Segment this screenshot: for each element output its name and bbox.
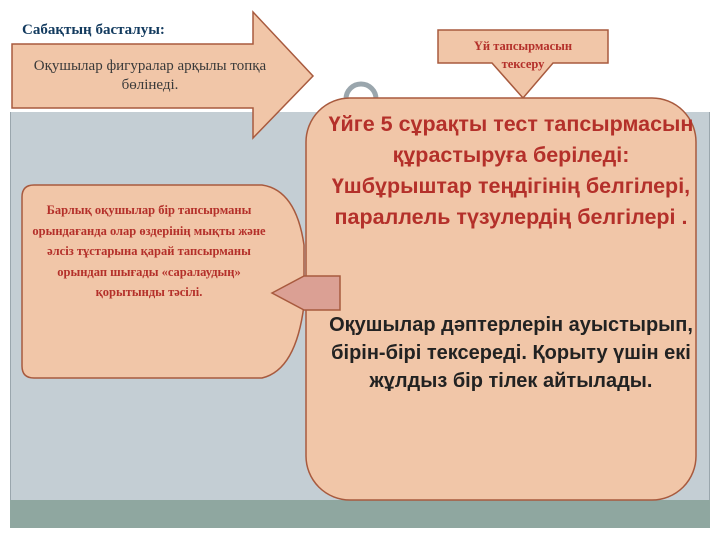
differentiation-description: Барлық оқушылар бір тапсырманы орындағанда олар өздерінің мықты және әлсіз тұстарына қарай тапсырманы орындап шығады «саралаудың» қорытынды тәсілі. — [32, 203, 266, 299]
homework-check-label: Үй тапсырмасын тексеру — [473, 39, 573, 71]
arrow-callout-text: Оқушылар фигуралар арқылы топқа бөлінеді. — [33, 58, 267, 93]
homework-task-text: Үйге 5 сұрақты тест тапсырмасын құрастыруға беріледі: Үшбұрыштар теңдігінің белгілері, параллель түзулердің белгілері . — [328, 112, 694, 229]
slide-title: Сабақтың басталуы: — [22, 22, 165, 38]
peer-review-text: Оқушылар дәптерлерін ауыстырып, бірін-бірі тексереді. Қорыту үшін екі жұлдыз бір тілек айтылады. — [329, 314, 693, 392]
